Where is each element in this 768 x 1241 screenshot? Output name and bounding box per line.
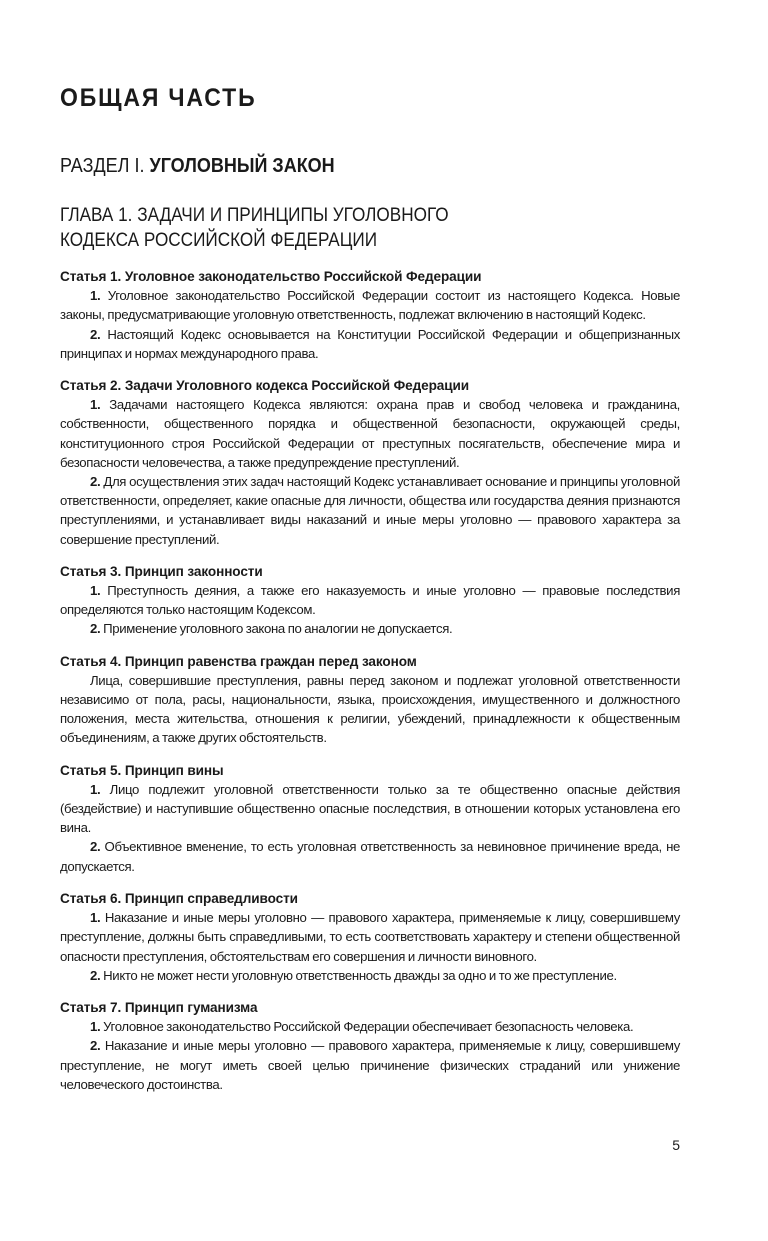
chapter-title: [60, 203, 676, 253]
paragraph-number: 2.: [90, 1038, 101, 1054]
paragraph-number: 1.: [90, 1019, 101, 1035]
paragraph-text: Лицо подлежит уголовной ответственности только за те общественно опасные действия (бездействие) и наступившие общественно опасные последствия, в отношении которых установлена его вина.: [60, 781, 680, 836]
article-paragraph: [60, 837, 680, 875]
article-paragraph: [60, 1036, 680, 1094]
article-paragraph: [60, 325, 680, 363]
article-paragraph: [60, 286, 680, 324]
paragraph-text: Для осуществления этих задач настоящий Кодекс устанавливает основание и принципы уголовной ответственности, определяет, какие опасные для личности, общества или государства деяния признаются преступлениями, и устанавливает виды наказаний и иные меры уголовно — правового характера за совершение преступлений.: [60, 474, 680, 547]
article-paragraph: [60, 395, 680, 472]
article-paragraph: [60, 780, 680, 838]
article: [60, 562, 680, 639]
article-heading: Статья 7. Принцип гуманизма: [60, 999, 258, 1015]
article-paragraph: [60, 966, 680, 985]
article-heading: Статья 1. Уголовное законодательство Российской Федерации: [60, 269, 482, 284]
article-heading: Статья 2. Задачи Уголовного кодекса Российской Федерации: [60, 378, 470, 394]
section-prefix: РАЗДЕЛ I.: [60, 155, 145, 177]
paragraph-text: Уголовное законодательство Российской Федерации обеспечивает безопасность человека.: [100, 1019, 634, 1035]
article-paragraph: [60, 472, 680, 549]
page: [60, 0, 680, 1241]
article-paragraph: [60, 581, 680, 619]
paragraph-text: Наказание и иные меры уголовно — правового характера, применяемые к лицу, совершившему преступление, не могут иметь своей целью причинение физических страданий или унижение человеческого достоинства.: [60, 1038, 680, 1092]
section-name: УГОЛОВНЫЙ ЗАКОН: [149, 155, 335, 177]
paragraph-number: 2.: [90, 326, 101, 342]
article-paragraph: [60, 619, 680, 638]
paragraph-number: 2.: [90, 474, 101, 490]
chapter-title-line: КОДЕКСА РОССИЙСКОЙ ФЕДЕРАЦИИ: [60, 229, 378, 251]
paragraph-number: 2.: [90, 967, 101, 983]
article: [60, 998, 680, 1094]
paragraph-text: Уголовное законодательство Российской Федерации состоит из настоящего Кодекса. Новые законы, предусматривающие уголовную ответственность, подлежат включению в настоящий Кодекс.: [60, 288, 680, 323]
article: [60, 761, 680, 876]
article-paragraph: [60, 1017, 680, 1036]
article-heading: Статья 6. Принцип справедливости: [60, 890, 298, 906]
article: [60, 267, 680, 363]
paragraph-text: Настоящий Кодекс основывается на Конституции Российской Федерации и общепризнанных принципах и нормах международного права.: [60, 326, 680, 361]
article-paragraph: [60, 671, 680, 748]
chapter-title-line: ГЛАВА 1. ЗАДАЧИ И ПРИНЦИПЫ УГОЛОВНОГО: [60, 204, 449, 226]
paragraph-number: 1.: [90, 288, 101, 304]
part-title: ОБЩАЯ ЧАСТЬ: [60, 84, 257, 112]
paragraph-number: 1.: [90, 583, 101, 599]
article: [60, 376, 680, 549]
article: [60, 889, 680, 985]
paragraph-number: 1.: [90, 910, 101, 926]
paragraph-text: Никто не может нести уголовную ответственность дважды за одно и то же преступление.: [100, 967, 617, 983]
paragraph-text: Задачами настоящего Кодекса являются: охрана прав и свобод человека и гражданина, собственности, общественного порядка и общественной безопасности, окружающей среды, конституционного строя Российской Федерации от преступных посягательств, обеспечение мира и безопасности человечества, а также предупреждение преступлений.: [60, 397, 680, 470]
paragraph-text: Объективное вменение, то есть уголовная ответственность за невиновное причинение вреда, не допускается.: [60, 839, 680, 874]
paragraph-text: Применение уголовного закона по аналогии не допускается.: [100, 621, 453, 637]
paragraph-text: Наказание и иные меры уголовно — правового характера, применяемые к лицу, совершившему преступление, должны быть справедливыми, то есть соответствовать характеру и степени общественной опасности преступления, обстоятельствам его совершения и личности виновного.: [60, 910, 680, 964]
article-heading: Статья 4. Принцип равенства граждан перед законом: [60, 653, 417, 669]
article: [60, 652, 680, 748]
page-number: 5: [672, 1137, 680, 1153]
paragraph-text: Преступность деяния, а также его наказуемость и иные уголовно — правовые последствия определяются только настоящим Кодексом.: [60, 583, 680, 618]
article-heading: Статья 5. Принцип вины: [60, 762, 224, 778]
paragraph-text: Лица, совершившие преступления, равны перед законом и подлежат уголовной ответственности независимо от пола, расы, национальности, языка, происхождения, имущественного и должностного положения, места жительства, отношения к религии, убеждений, принадлежности к общественным объединениям, а также других обстоятельств.: [60, 672, 680, 746]
articles-list: [60, 267, 680, 1107]
article-paragraph: [60, 908, 680, 966]
paragraph-number: 2.: [90, 839, 101, 855]
paragraph-number: 1.: [90, 397, 101, 413]
paragraph-number: 1.: [90, 781, 101, 797]
section-title: [60, 155, 335, 178]
paragraph-number: 2.: [90, 621, 101, 637]
article-heading: Статья 3. Принцип законности: [60, 563, 263, 579]
